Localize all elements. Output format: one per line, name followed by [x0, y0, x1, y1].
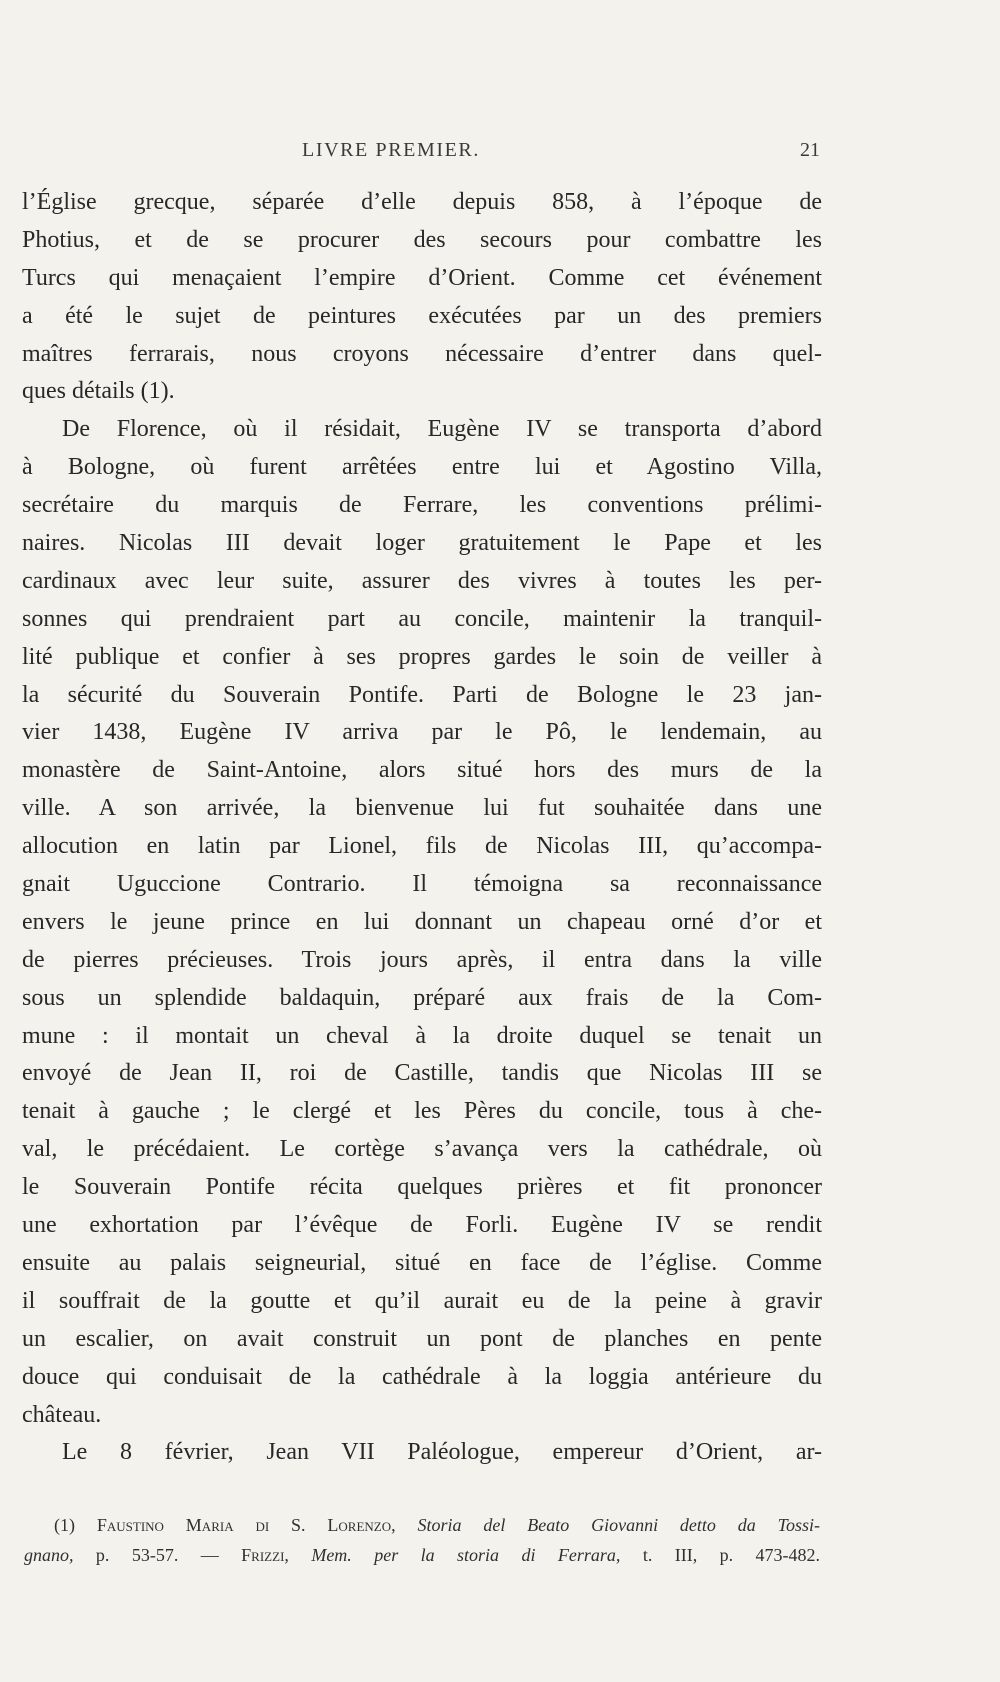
text-line: naires. Nicolas III devait loger gratuitement le Pape et les: [22, 530, 822, 557]
footnote-pages: p. 53-57. —: [95, 1545, 219, 1565]
text-line: le Souverain Pontife récita quelques prières et fit prononcer: [22, 1174, 822, 1201]
text-line: cardinaux avec leur suite, assurer des vivres à toutes les per-: [22, 567, 822, 594]
text-line: maîtres ferrarais, nous croyons nécessaire d’entrer dans quel-: [22, 340, 822, 367]
text-line: une exhortation par l’évêque de Forli. Eugène IV se rendit: [22, 1212, 822, 1239]
text-line: la sécurité du Souverain Pontife. Parti de Bologne le 23 jan-: [22, 681, 822, 708]
text-line: il souffrait de la goutte et qu’il aurait eu de la peine à gravir: [22, 1287, 822, 1314]
text-line: val, le précédaient. Le cortège s’avança vers la cathédrale, où: [22, 1136, 822, 1163]
text-line: sous un splendide baldaquin, préparé aux frais de la Com-: [22, 984, 822, 1011]
footnote-pages: t. III, p. 473-482.: [642, 1545, 821, 1565]
text-line: ensuite au palais seigneurial, situé en face de l’église. Comme: [22, 1249, 822, 1276]
page-number: 21: [800, 139, 820, 161]
text-line: à Bologne, où furent arrêtées entre lui et Agostino Villa,: [22, 454, 822, 481]
text-line: envoyé de Jean II, roi de Castille, tandis que Nicolas III se: [22, 1060, 822, 1087]
text-line: ques détails (1).: [22, 378, 175, 405]
text-line: sonnes qui prendraient part au concile, maintenir la tranquil-: [22, 605, 822, 632]
text-line: Photius, et de se procurer des secours pour combattre les: [22, 226, 822, 253]
text-line: Turcs qui menaçaient l’empire d’Orient. Comme cet événement: [22, 264, 822, 291]
text-line: tenait à gauche ; le clergé et les Pères du concile, tous à che-: [22, 1098, 822, 1125]
text-line: envers le jeune prince en lui donnant un chapeau orné d’or et: [22, 908, 822, 935]
text-line: ville. A son arrivée, la bienvenue lui fut souhaitée dans une: [22, 795, 822, 822]
footnote-title: gnano,: [24, 1545, 74, 1565]
text-line: douce qui conduisait de la cathédrale à la loggia antérieure du: [22, 1363, 822, 1390]
footnote: [24, 1510, 820, 1570]
text-line: l’Église grecque, séparée d’elle depuis 858, à l’époque de: [22, 189, 822, 215]
text-line: château.: [22, 1401, 102, 1428]
text-line: de pierres précieuses. Trois jours après, il entra dans la ville: [22, 946, 822, 973]
text-line: allocution en latin par Lionel, fils de Nicolas III, qu’accompa-: [22, 833, 822, 860]
running-head: [24, 139, 820, 167]
footnote-title: Storia del Beato Giovanni detto da Tossi-: [417, 1515, 821, 1535]
footnote-line: [24, 1510, 820, 1540]
text-line: monastère de Saint-Antoine, alors situé hors des murs de la: [22, 757, 822, 784]
text-line: De Florence, où il résidait, Eugène IV se transporta d’abord: [62, 416, 822, 443]
footnote-title: Mem. per la storia di Ferrara,: [311, 1545, 621, 1565]
body-text: [22, 184, 822, 1472]
footnote-line: [24, 1540, 820, 1570]
text-line: secrétaire du marquis de Ferrare, les conventions prélimi-: [22, 492, 822, 519]
footnote-marker: (1): [54, 1515, 75, 1535]
footnote-author: Faustino Maria di S. Lorenzo,: [96, 1515, 396, 1535]
text-line: Le 8 février, Jean VII Paléologue, empereur d’Orient, ar-: [62, 1439, 822, 1466]
text-line: a été le sujet de peintures exécutées par un des premiers: [22, 302, 822, 329]
footnote-author: Frizzi,: [241, 1545, 289, 1565]
text-line: vier 1438, Eugène IV arriva par le Pô, le lendemain, au: [22, 719, 822, 746]
text-line: mune : il montait un cheval à la droite duquel se tenait un: [22, 1022, 822, 1049]
text-line: un escalier, on avait construit un pont de planches en pente: [22, 1325, 822, 1352]
running-head-title: LIVRE PREMIER.: [302, 139, 480, 161]
text-line: gnait Uguccione Contrario. Il témoigna sa reconnaissance: [22, 871, 822, 898]
text-line: lité publique et confier à ses propres gardes le soin de veiller à: [22, 643, 822, 670]
